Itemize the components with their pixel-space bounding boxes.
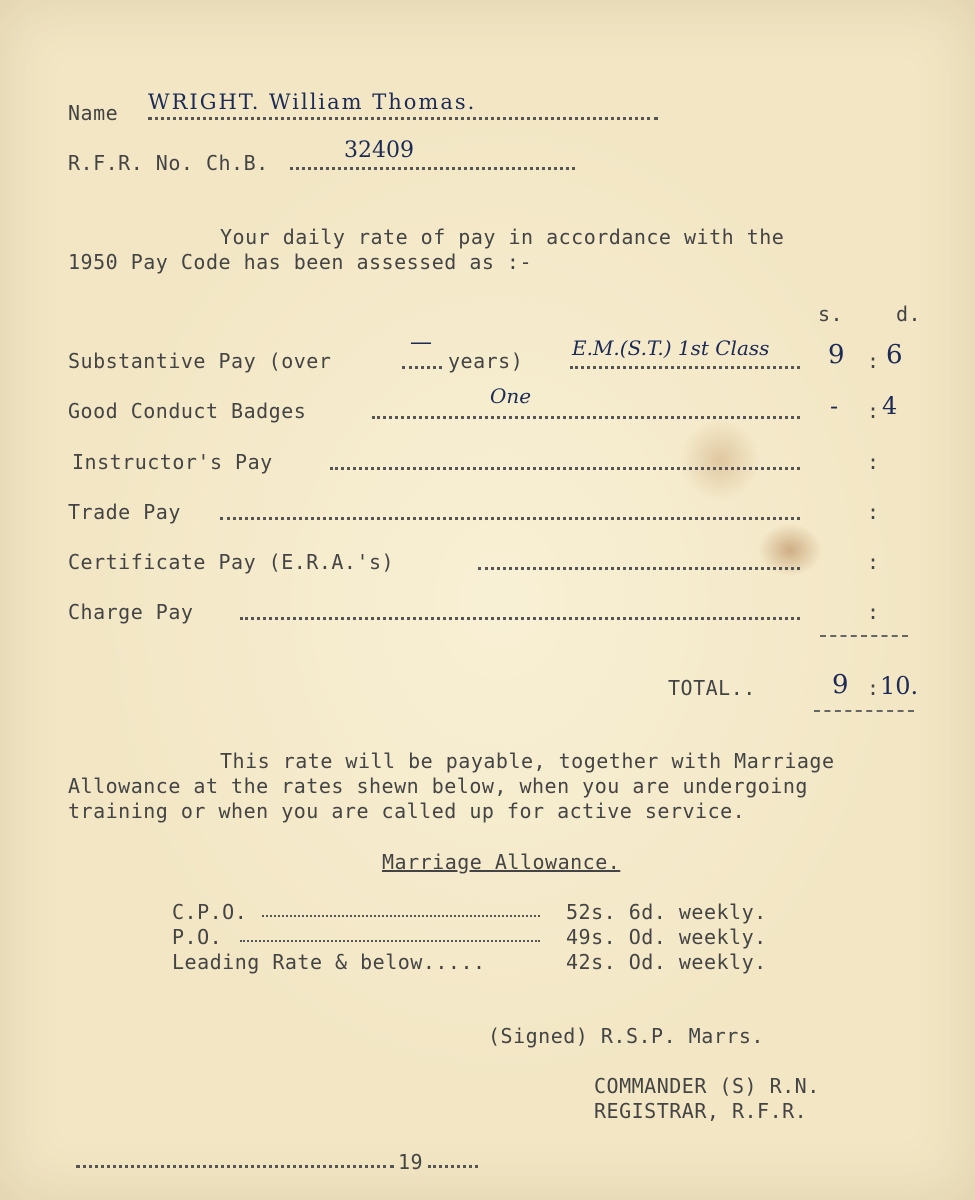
subtotal-rule xyxy=(820,635,908,637)
total-pence: 10. xyxy=(880,672,919,700)
allowance-rate: 52s. 6d. weekly. xyxy=(566,900,767,924)
allowance-rank: C.P.O. xyxy=(172,900,248,924)
colon: : xyxy=(867,550,880,574)
colon: : xyxy=(867,676,880,700)
pay-item-label: Certificate Pay (E.R.A.'s) xyxy=(68,550,395,574)
colon: : xyxy=(867,450,880,474)
rfr-label: R.F.R. No. Ch.B. xyxy=(68,151,269,175)
signatory-title-2: REGISTRAR, R.F.R. xyxy=(594,1099,808,1123)
name-value: WRIGHT. William Thomas. xyxy=(148,90,477,114)
pay-item-label: Charge Pay xyxy=(68,600,194,624)
column-pence: d. xyxy=(896,302,922,326)
pay-item-dotted-line xyxy=(478,567,800,570)
date-dotted-line-end xyxy=(428,1165,478,1168)
pay-item-dotted-line xyxy=(330,467,800,470)
pay-item-dotted-line xyxy=(240,617,800,620)
rfr-dotted-line xyxy=(290,167,575,170)
pay-item-annotation: One xyxy=(490,384,532,408)
total-shillings: 9 xyxy=(832,670,849,700)
name-dotted-line xyxy=(148,117,658,120)
paragraph-line-2: Allowance at the rates shewn below, when you are undergoing xyxy=(68,774,808,798)
pay-item-dotted-line xyxy=(220,517,800,520)
pay-item-annotation: E.M.(S.T.) 1st Class xyxy=(572,336,770,360)
allowance-dotted-line xyxy=(240,940,540,942)
marriage-allowance-heading: Marriage Allowance. xyxy=(382,850,621,874)
colon: : xyxy=(867,349,880,373)
pay-item-shillings: - xyxy=(830,392,839,420)
pay-item-label: Trade Pay xyxy=(68,500,181,524)
allowance-dotted-line xyxy=(262,915,540,917)
rfr-value: 32409 xyxy=(344,138,414,163)
signatory-title-1: COMMANDER (S) R.N. xyxy=(594,1074,820,1098)
paragraph-line-3: training or when you are called up for active service. xyxy=(68,799,746,823)
years-value: — xyxy=(410,330,432,355)
name-label: Name xyxy=(68,101,119,125)
pay-item-shillings: 9 xyxy=(828,340,845,370)
total-label: TOTAL.. xyxy=(668,676,756,700)
intro-line-2: 1950 Pay Code has been assessed as :- xyxy=(68,250,533,274)
years-dotted-line xyxy=(402,366,442,369)
allowance-rate: 42s. Od. weekly. xyxy=(566,950,767,974)
intro-line-1: Your daily rate of pay in accordance with the xyxy=(220,225,785,249)
date-year: 19 xyxy=(398,1150,424,1174)
pay-item-dotted-line xyxy=(372,416,800,419)
pay-item-label: Instructor's Pay xyxy=(72,450,273,474)
colon: : xyxy=(867,399,880,423)
allowance-rate: 49s. Od. weekly. xyxy=(566,925,767,949)
pay-item-pence: 4 xyxy=(882,392,898,420)
signed-line: (Signed) R.S.P. Marrs. xyxy=(488,1024,764,1048)
pay-item-pence: 6 xyxy=(886,340,903,370)
colon: : xyxy=(867,600,880,624)
date-dotted-line xyxy=(76,1165,394,1168)
allowance-rank: Leading Rate & below..... xyxy=(172,950,486,974)
total-rule xyxy=(814,710,914,712)
pay-item-label: Substantive Pay (over xyxy=(68,349,332,373)
column-shillings: s. xyxy=(818,302,844,326)
pay-item-label-suffix: years) xyxy=(448,349,524,373)
pay-item-dotted-line xyxy=(570,366,800,369)
pay-item-label: Good Conduct Badges xyxy=(68,399,307,423)
allowance-rank: P.O. xyxy=(172,925,223,949)
paragraph-line-1: This rate will be payable, together with Marriage xyxy=(220,749,835,773)
colon: : xyxy=(867,500,880,524)
